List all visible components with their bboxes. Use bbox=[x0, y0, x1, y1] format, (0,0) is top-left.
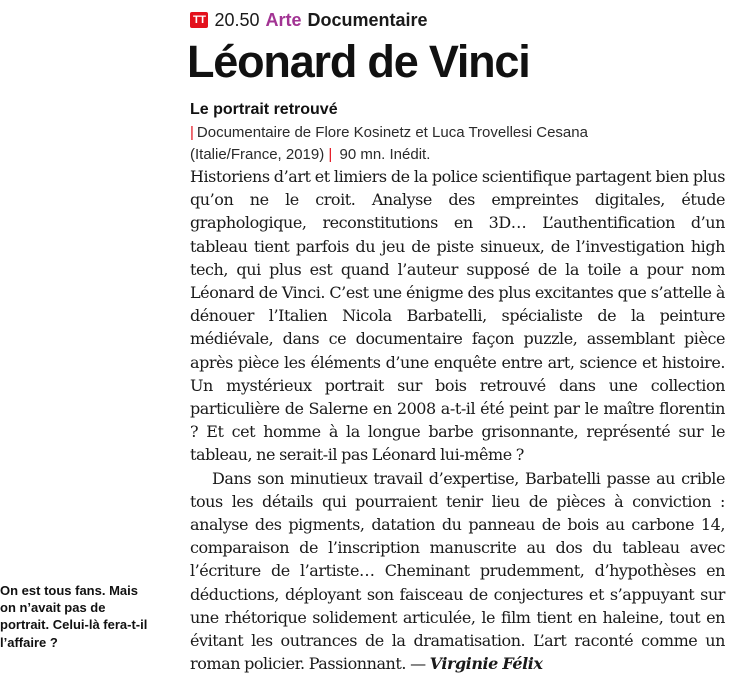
program-title: Léonard de Vinci bbox=[187, 36, 530, 87]
credits-line-1: Documentaire de Flore Kosinetz et Luca Trovellesi Cesana bbox=[196, 124, 588, 141]
tt-rating-badge: TT bbox=[190, 12, 208, 28]
genre-label: Documentaire bbox=[307, 9, 428, 30]
broadcast-time: 20.50 bbox=[214, 9, 260, 30]
credits-duration: 90 mn. Inédit. bbox=[339, 146, 431, 163]
author-signature: Virginie Félix bbox=[429, 654, 543, 674]
review-paragraph-2 bbox=[190, 467, 725, 676]
channel-name: Arte bbox=[265, 9, 302, 30]
review-body bbox=[190, 165, 725, 675]
review-paragraph-1: Historiens d’art et limiers de la police scientifique partagent bien plus qu’on ne le croit. Analyse des empreintes digitales, étude graphologique, reconstitutions en 3D… L’authentification d’un tableau tient parfois du jeu de piste sinueux, de l’investigation high tech, qui plus est quand l’auteur supposé de la toile a pour nom Léonard de Vinci. C’est une énigme des plus excitantes que s’attelle à dénouer l’Italien Nicola Barbatelli, spécialiste de la peinture médiévale, dans ce documentaire façon puzzle, assemblant pièce après pièce les éléments d’une enquête entre art, science et histoire. Un mystérieux portrait sur bois retrouvé dans une collection particulière de Salerne en 2008 a-t-il été peint par le maître florentin ? Et cet homme à la longue barbe grisonnante, représenté sur le tableau, ne serait-il pas Léonard lui-même ? bbox=[190, 167, 725, 465]
photo-caption: On est tous fans. Mais on n’avait pas de portrait. Celui-là fera-t-il l’affaire ? bbox=[0, 583, 148, 650]
broadcast-info bbox=[190, 8, 428, 32]
review-paragraph-2-text: Dans son minutieux travail d’expertise, Barbatelli passe au crible tous les détails qui pourraient tenir lieu de pièces à conviction : analyse des pigments, datation du panneau de bois au carbone 14, comparaison de l’inscription manuscrite au dos du tableau avec l’écriture de l’artiste… Cheminant prudemment, d’hypothèses en déductions, déployant son faisceau de conjectures et s’appuyant sur une rhétorique solidement articulée, le film tient en haleine, tout en évitant les outrances de la dramatisation. L’art raconté comme un roman policier. Passionnant. — bbox=[190, 468, 725, 674]
separator: | bbox=[328, 146, 333, 163]
program-credits bbox=[190, 122, 720, 166]
separator: | bbox=[190, 124, 194, 141]
program-subtitle: Le portrait retrouvé bbox=[190, 101, 338, 118]
credits-origin: (Italie/France, 2019) bbox=[190, 146, 325, 163]
